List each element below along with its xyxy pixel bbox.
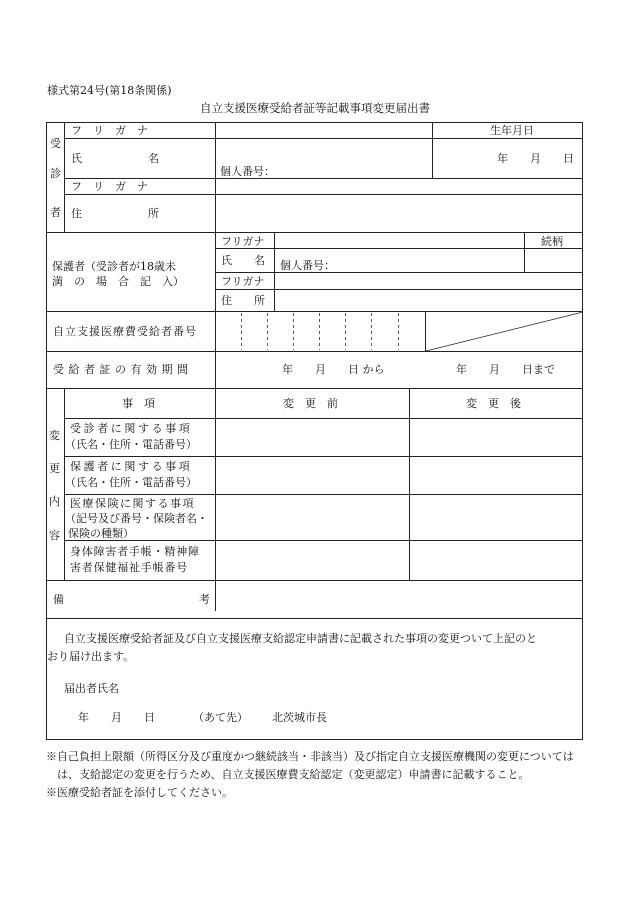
- guardian-label-line1: 保護者（受診者が18歳未: [52, 260, 176, 273]
- note-3: ※医療受給者証を添付してください。: [46, 786, 233, 799]
- guardian-furigana-label: フリガナ: [221, 235, 265, 248]
- recipient-number-label: 自立支援医療費受給者番号: [53, 325, 197, 338]
- validity-label: 受給者証の有効期間: [53, 363, 193, 376]
- declaration-line2: おり届け出ます。: [47, 650, 135, 663]
- birthdate-fields: 年 月 日: [497, 152, 574, 165]
- changes-section-char-1: 変: [49, 429, 60, 442]
- mayor-label: 北茨城市長: [272, 711, 327, 724]
- changes-section-char-4: 容: [49, 529, 60, 542]
- change-row-4-line2: 害者保健福祉手帳番号: [70, 561, 188, 574]
- declaration-date: 年 月 日: [78, 711, 155, 724]
- remarks-label-right: 考: [199, 593, 210, 606]
- note-1: ※自己負担上限額（所得区分及び重度かつ継続該当・非該当）及び指定自立支援医療機関の変更については: [46, 750, 574, 763]
- patient-name-label: 氏 名: [71, 152, 159, 165]
- change-row-3-line3: 保険の種類）: [68, 527, 134, 540]
- validity-to: 年 月 日まで: [456, 363, 555, 376]
- changes-col-item: 事 項: [122, 397, 155, 410]
- change-row-3-line1: 医療保険に関する事項: [70, 497, 195, 510]
- change-row-1-line1: 受診者に関する事項: [70, 422, 193, 435]
- change-row-1-line2: （氏名・住所・電話番号）: [65, 438, 197, 451]
- guardian-my-number-label: 個人番号：: [280, 259, 335, 272]
- addressee-label: （あて先）: [193, 711, 248, 724]
- changes-col-after: 変 更 後: [466, 397, 521, 410]
- applicant-name-label: 届出者氏名: [64, 682, 119, 695]
- form-code: 様式第24号(第18条関係): [47, 84, 172, 97]
- remarks-label-left: 備: [53, 593, 64, 606]
- change-row-3-line2: （記号及び番号・保険者名・: [65, 512, 208, 525]
- patient-section-char-3: 者: [50, 206, 61, 219]
- guardian-relation-label: 続柄: [541, 235, 563, 248]
- changes-col-before: 変 更 前: [283, 397, 338, 410]
- birthdate-header: 生年月日: [490, 124, 534, 137]
- guardian-name-label: 氏 名: [221, 254, 265, 267]
- declaration-line1: 自立支援医療受給者証及び自立支援医療支給認定申請書に記載された事項の変更ついて上記のと: [64, 632, 537, 645]
- patient-furigana-label: フ リ ガ ナ: [71, 124, 148, 137]
- change-row-4-line1: 身体障害者手帳・精神障: [70, 545, 200, 558]
- form-title: 自立支援医療受給者証等記載事項変更届出書: [200, 101, 430, 115]
- patient-section-char-2: 診: [50, 167, 61, 180]
- guardian-address-label: 住 所: [221, 294, 265, 307]
- guardian-label-line2: 満 の 場 合 記 入）: [52, 275, 184, 288]
- patient-my-number-label: 個人番号：: [220, 165, 275, 178]
- guardian-furigana2-label: フリガナ: [221, 275, 265, 288]
- validity-from: 年 月 日 から: [282, 363, 385, 376]
- patient-furigana2-label: フ リ ガ ナ: [71, 180, 148, 193]
- changes-section-char-2: 更: [49, 462, 60, 475]
- change-row-2-line2: （氏名・住所・電話番号）: [65, 476, 197, 489]
- change-row-2-line1: 保護者に関する事項: [70, 460, 193, 473]
- patient-section-char-1: 受: [50, 137, 61, 150]
- patient-address-label: 住 所: [71, 207, 159, 220]
- note-2: は、支給認定の変更を行うため、自立支援医療費支給認定（変更認定）申請書に記載すること。: [46, 768, 530, 781]
- changes-section-char-3: 内: [49, 495, 60, 508]
